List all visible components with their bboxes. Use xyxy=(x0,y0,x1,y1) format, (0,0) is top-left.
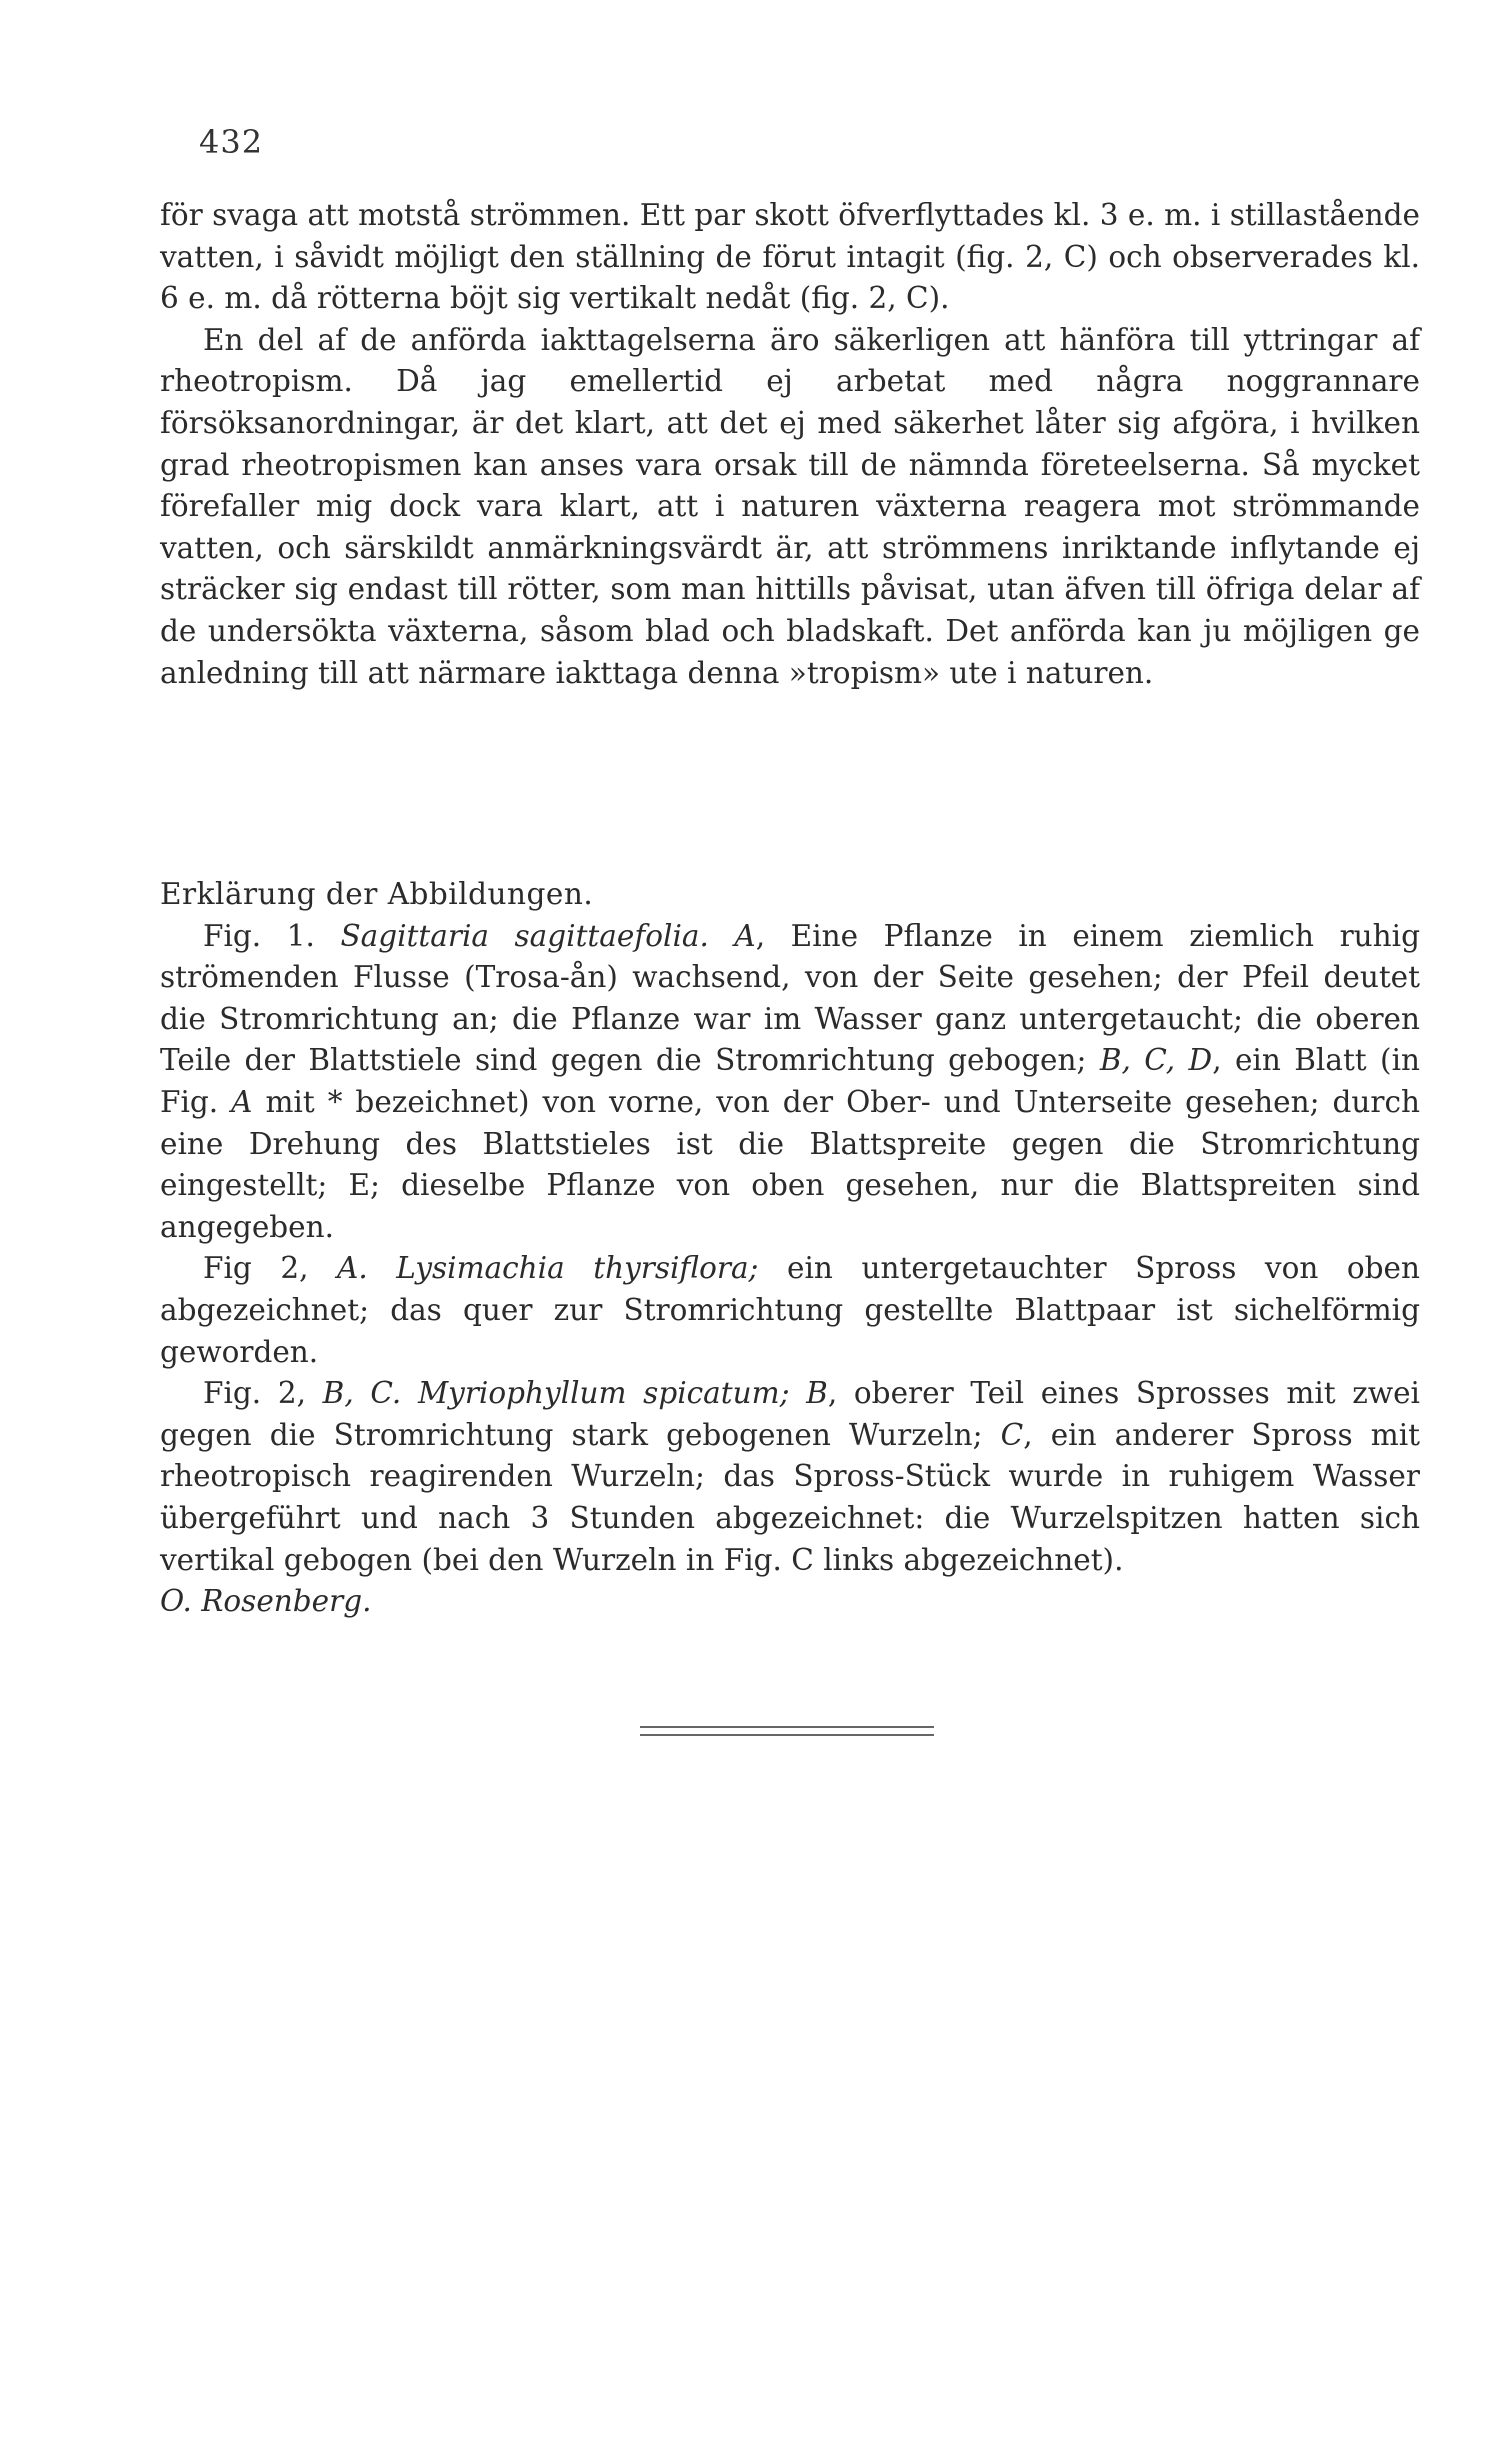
author-signature: O. Rosenberg. xyxy=(160,1584,372,1619)
species-name: Myriophyllum spicatum; xyxy=(401,1376,790,1411)
species-name: Lysimachia thyrsiflora; xyxy=(367,1251,759,1286)
caption-text: ein untergetauchter Spross von oben abgezeichnet; das quer zur Stromrichtung gestellte Blattpaar ist sichelförmig geworden. xyxy=(160,1251,1420,1369)
figure-mark: A xyxy=(708,918,756,953)
species-name: Sagittaria sagittaefolia. xyxy=(340,918,709,953)
caption-text: , ein anderer Spross mit rheotropisch reagirenden Wurzeln; das Spross-Stück wurde in ruhigem Wasser übergeführt und nach 3 Stunden abgezeichnet: die Wurzelspitzen hatten sich vertikal gebogen (bei den Wurzeln in Fig. C links abgezeichnet). xyxy=(160,1417,1420,1577)
caption-text: , oberer Teil eines Sprosses mit zwei gegen die Stromrichtung stark gebogenen Wurzeln; xyxy=(160,1376,1420,1452)
fig-label: Fig. 2, xyxy=(203,1376,323,1411)
figure-mark: A xyxy=(231,1084,253,1119)
caption-text: , Eine Pflanze in einem ziemlich ruhig strömenden Flusse (Trosa-ån) wachsend, von der Seite gesehen; der Pfeil deutet die Stromrichtung an; die Pflanze war im Wasser ganz untergetaucht; die oberen Teile der Blattstiele sind gegen die Stromrichtung gebogen; xyxy=(160,918,1420,1078)
swedish-text-block xyxy=(160,195,1420,694)
section-heading: Erklärung der Abbildungen. xyxy=(160,877,594,911)
paragraph-rheotropism: En del af de anförda iakttagelserna äro säkerligen att hänföra till yttringar af rheotropism. Då jag emellertid ej arbetat med några noggrannare försöksanordningar, är det klart, att det ej med säkerhet låter sig afgöra, i hvilken grad rheotropismen kan anses vara orsak till de nämnda företeelserna. Så mycket förefaller mig dock vara klart, att i naturen växterna reagera mot strömmande vatten, och särskildt anmärkningsvärdt är, att strömmens inriktande inflytande ej sträcker sig endast till rötter, som man hittills påvisat, utan äfven till öfriga delar af de undersökta växterna, såsom blad och bladskaft. Det anförda kan ju möjligen ge anledning till att närmare iakttaga denna »tropism» ute i naturen. xyxy=(160,322,1420,690)
figure-explanation-block xyxy=(160,874,1420,1623)
figure-1-caption xyxy=(160,916,1420,1249)
paragraph-continuation: för svaga att motstå strömmen. Ett par skott öfverflyttades kl. 3 e. m. i stillastående vatten, i såvidt möjligt den ställning de förut intagit (fig. 2, C) och observerades kl. 6 e. m. då rötterna böjt sig vertikalt nedåt (fig. 2, C). xyxy=(160,198,1420,316)
figure-2bc-caption xyxy=(160,1373,1420,1581)
figure-mark: B, C. xyxy=(322,1376,402,1411)
caption-text: mit * bezeichnet) von vorne, von der Ober- und Unterseite gesehen; durch eine Drehung des Blattstieles ist die Blattspreite gegen die Stromrichtung eingestellt; E; dieselbe Pflanze von oben gesehen, nur die Blattspreiten sind angegeben. xyxy=(160,1084,1420,1244)
figure-2a-caption xyxy=(160,1248,1420,1373)
figure-mark: C xyxy=(1000,1417,1024,1452)
figure-mark: B, C, D xyxy=(1099,1043,1213,1078)
fig-label: Fig 2, xyxy=(203,1251,338,1286)
figure-mark: A. xyxy=(337,1251,368,1286)
caption-text: , ein Blatt (in Fig. xyxy=(160,1043,1420,1119)
end-rule-top xyxy=(640,1726,934,1728)
figure-mark: B xyxy=(789,1376,828,1411)
fig-label: Fig. 1. xyxy=(203,918,341,953)
page-number: 432 xyxy=(199,123,264,161)
end-rule-bottom xyxy=(640,1734,934,1736)
